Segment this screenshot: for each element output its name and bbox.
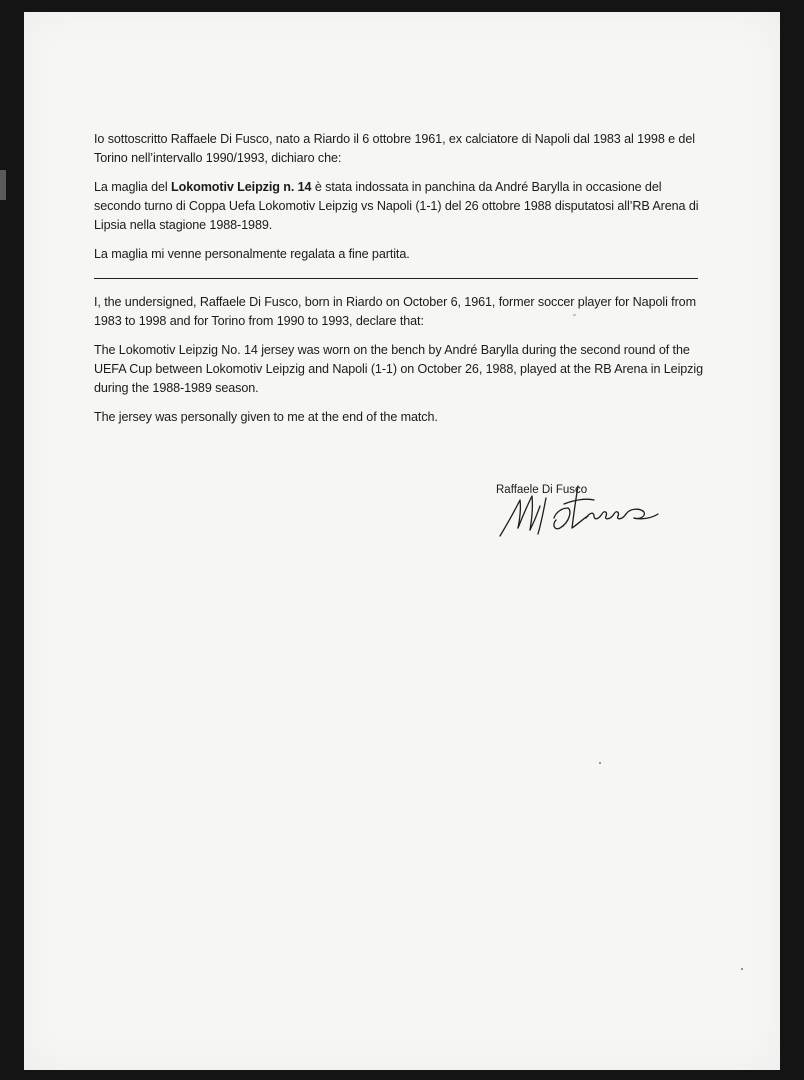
italian-gift-paragraph: La maglia mi venne personalmente regalata a fine partita.	[94, 247, 410, 261]
speck	[599, 762, 601, 764]
declaration-body	[94, 130, 704, 437]
italian-intro-paragraph: Io sottoscritto Raffaele Di Fusco, nato a Riardo il 6 ottobre 1961, ex calciatore di Napoli dal 1983 al 1998 e del Torino nell’intervallo 1990/1993, dichiaro che:	[94, 132, 695, 165]
speck	[573, 314, 576, 316]
scanner-edge-mark	[0, 170, 6, 200]
italian-jersey-bold: Lokomotiv Leipzig n. 14	[171, 180, 312, 194]
document-sheet	[24, 12, 780, 1070]
italian-jersey-suffix: è stata indossata in panchina da André Barylla in occasione del secondo turno di Coppa Uefa Lokomotiv Leipzig vs Napoli (1-1) del 26 ottobre 1988 disputatosi all’RB Arena di Lipsia nella stagione 1988-1989.	[94, 180, 699, 232]
speck	[741, 968, 743, 970]
signature-printed-name: Raffaele Di Fusco	[496, 484, 588, 496]
handwritten-signature	[494, 478, 674, 548]
italian-jersey-prefix: La maglia del	[94, 180, 172, 194]
english-intro-paragraph: I, the undersigned, Raffaele Di Fusco, born in Riardo on October 6, 1961, former soccer player for Napoli from 1983 to 1998 and for Torino from 1990 to 1993, declare that:	[94, 295, 696, 328]
english-gift-paragraph: The jersey was personally given to me at the end of the match.	[94, 410, 438, 424]
italian-jersey-paragraph	[94, 178, 704, 235]
language-divider	[94, 278, 698, 279]
english-jersey-paragraph: The Lokomotiv Leipzig No. 14 jersey was worn on the bench by André Barylla during the second round of the UEFA Cup between Lokomotiv Leipzig and Napoli (1-1) on October 26, 1988, played at the RB Arena in Leipzig during the 1988-1989 season.	[94, 343, 703, 395]
signature-block	[494, 478, 694, 548]
